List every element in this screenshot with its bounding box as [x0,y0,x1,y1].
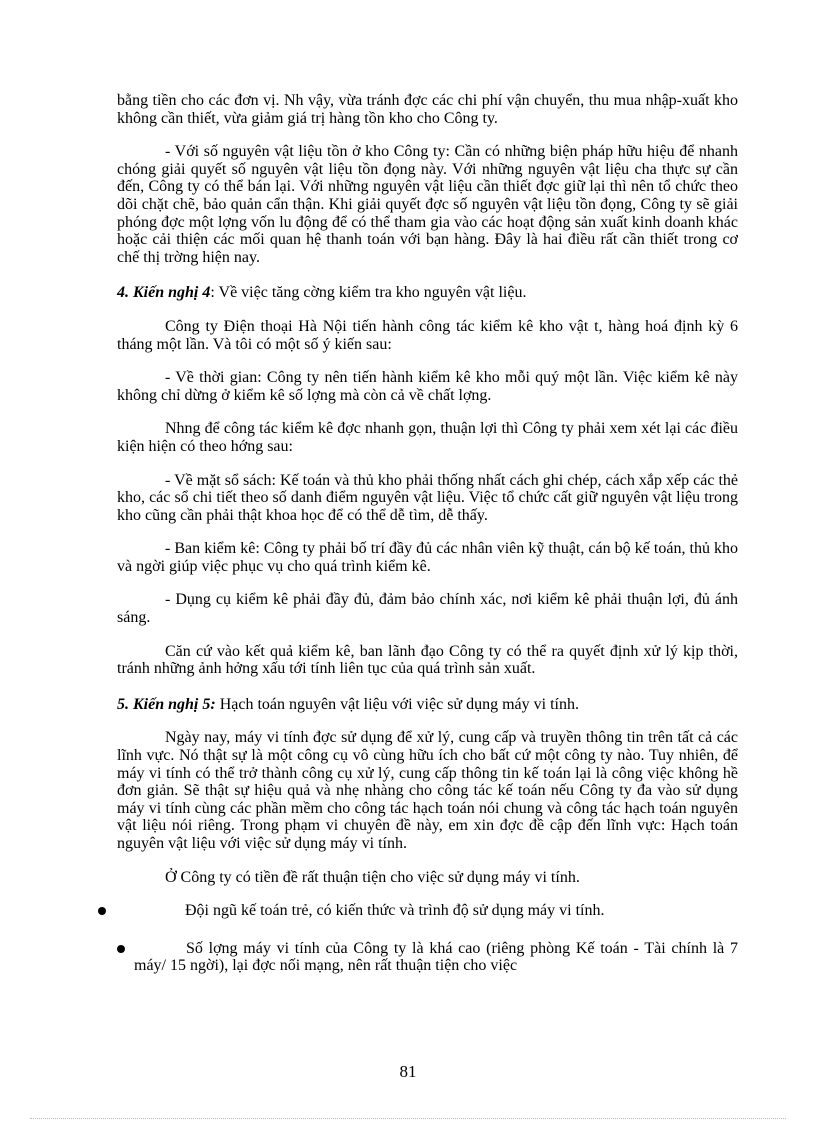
document-body [117,92,738,995]
paragraph: Ở Công ty có tiền đề rất thuận tiện cho việc sử dụng máy vi tính. [165,868,580,886]
section-heading-text: : Về việc tăng cờng kiểm tra kho nguyên vật liệu. [210,284,527,302]
bullet-item [117,940,738,975]
bullet-icon [98,907,106,915]
page-number: 81 [399,1062,417,1081]
paragraph: - Với số nguyên vật liệu tồn ở kho Công ty: Cần có những biện pháp hữu hiệu để nhanh chóng giải quyết số nguyên vật liệu tồn đọng này. Với những nguyên vật liệu cha thực sự cần đến, Công ty có thể bán lại. Với những nguyên vật liệu cần thiết đợc giữ lại thì nên tổ chức theo dõi chặt chẽ, bảo quản cẩn thận. Khi giải quyết đợc số nguyên vật liệu tồn đọng, Công ty sẽ giải phóng đợc một lợng vốn lu động để có thể tham gia vào các hoạt động sản xuất kinh doanh khác hoặc cải thiện các mối quan hệ thanh toán với bạn hàng. Đây là hai điều rất cần thiết trong cơ chế thị trờng hiện nay. [117,143,738,266]
paragraph: - Ban kiểm kê: Công ty phải bố trí đầy đủ các nhân viên kỹ thuật, cán bộ kế toán, thủ kho và ngời giúp việc phục vụ cho quá trình kiểm kê. [117,540,738,575]
paragraph: bằng tiền cho các đơn vị. Nh vậy, vừa tránh đợc các chi phí vận chuyển, thu mua nhập-xuất kho không cần thiết, vừa giảm giá trị hàng tồn kho cho Công ty. [117,92,738,127]
paragraph: Công ty Điện thoại Hà Nội tiến hành công tác kiểm kê kho vật t, hàng hoá định kỳ 6 tháng một lần. Và tôi có một số ý kiến sau: [117,317,738,353]
section-heading-4 [117,284,738,302]
section-heading-label: 4. Kiến nghị 4 [117,284,211,302]
bullet-text: Đội ngũ kế toán trẻ, có kiến thức và trình độ sử dụng máy vi tính. [185,902,605,920]
section-heading-label: 5. Kiến nghị 5: [117,695,216,713]
paragraph: Ngày nay, máy vi tính đợc sử dụng để xử lý, cung cấp và truyền thông tin trên tất cả các lĩnh vực. Nó thật sự là một công cụ vô cùng hữu ích cho bất cứ một công ty nào. Tuy nhiên, để máy vi tính có thể trở thành công cụ xử lý, cung cấp thông tin kế toán lại là công việc không hề đơn giản. Sẽ thật sự hiệu quả và nhẹ nhàng cho công tác kế toán nếu Công ty đa vào sử dụng máy vi tính cùng các phần mềm cho công tác hạch toán nói chung và công tác hạch toán nguyên vật liệu nói riêng. Trong phạm vi chuyên đề này, em xin đợc đề cập đến lĩnh vực: Hạch toán nguyên vật liệu với việc sử dụng máy vi tính. [117,729,738,852]
section-heading-text: Hạch toán nguyên vật liệu với việc sử dụng máy vi tính. [215,695,579,713]
paragraph: - Dụng cụ kiểm kê phải đầy đủ, đảm bảo chính xác, nơi kiểm kê phải thuận lợi, đủ ánh sáng. [117,591,738,627]
page-divider [30,1118,786,1119]
bullet-item [117,902,738,920]
bullet-text: Số lợng máy vi tính của Công ty là khá cao (riêng phòng Kế toán - Tài chính là 7 máy/ 15 ngời), lại đợc nối mạng, nên rất thuận tiện cho việc [134,939,738,975]
paragraph: - Về thời gian: Công ty nên tiến hành kiểm kê kho mỗi quý một lần. Việc kiểm kê này không chỉ dừng ở kiểm kê số lợng mà còn cả về chất lợng. [117,369,738,404]
paragraph: Căn cứ vào kết quả kiểm kê, ban lãnh đạo Công ty có thể ra quyết định xử lý kịp thời, tránh những ảnh hởng xấu tới tính liên tục của quá trình sản xuất. [117,642,738,678]
section-heading-5 [117,696,738,714]
bullet-icon [117,945,125,953]
paragraph: - Về mặt sổ sách: Kế toán và thủ kho phải thống nhất cách ghi chép, cách xắp xếp các thẻ kho, các sổ chi tiết theo số danh điểm nguyên vật liệu. Việc tổ chức cất giữ nguyên vật liệu trong kho cũng cần phải thật khoa học để có thể dễ tìm, dễ thấy. [117,471,738,524]
paragraph: Nhng để công tác kiểm kê đợc nhanh gọn, thuận lợi thì Công ty phải xem xét lại các điều kiện hiện có theo hớng sau: [117,420,738,455]
